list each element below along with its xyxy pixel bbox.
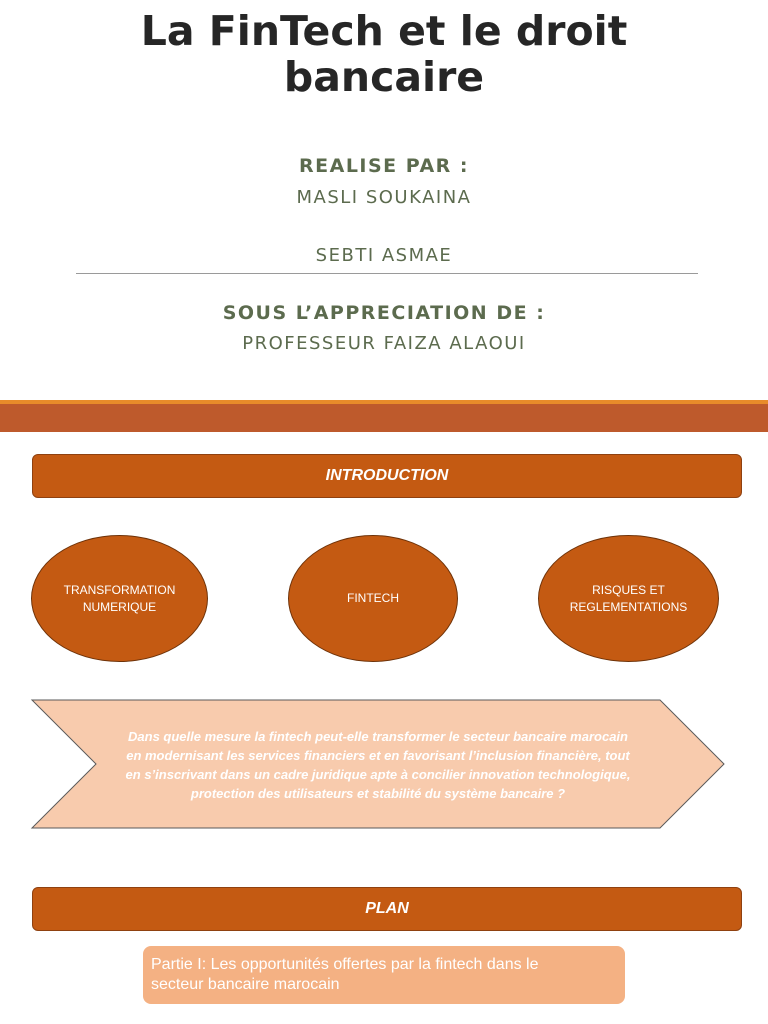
introduction-label: INTRODUCTION: [325, 467, 449, 484]
problem-line: Dans quelle mesure la fintech peut-elle transformer le secteur bancaire marocain: [128, 729, 628, 744]
appreciation-label: SOUS L’APPRECIATION DE :: [222, 302, 546, 324]
divider-line: [76, 273, 698, 274]
plan-label: PLAN: [365, 900, 409, 917]
plan-part-1: [143, 946, 625, 1004]
topic-line: TRANSFORMATION: [63, 582, 176, 597]
author-2: SEBTI ASMAE: [315, 245, 453, 266]
topic-oval-risques: [538, 535, 719, 662]
title-line-2: bancaire: [283, 53, 485, 101]
part-1-line-1: Partie I: Les opportunités offertes par la fintech dans le: [151, 956, 539, 973]
topic-line: RISQUES ET: [592, 582, 665, 597]
topic-line: FINTECH: [347, 591, 399, 605]
topic-oval-transformation: [31, 535, 208, 662]
realise-par-label: REALISE PAR :: [299, 155, 469, 177]
introduction-bar: [32, 454, 742, 498]
topic-line: NUMERIQUE: [82, 599, 157, 614]
page-title: [0, 8, 768, 100]
problem-line: en s’inscrivant dans un cadre juridique apte à concilier innovation technologique,: [125, 767, 631, 782]
topic-oval-fintech: [288, 535, 458, 662]
problem-line: protection des utilisateurs et stabilité du système bancaire ?: [190, 786, 566, 801]
author-1: MASLI SOUKAINA: [296, 187, 472, 208]
part-1-line-2: secteur bancaire marocain: [151, 976, 340, 993]
topic-line: REGLEMENTATIONS: [569, 599, 688, 614]
plan-bar: [32, 887, 742, 931]
problem-line: en modernisant les services financiers et en favorisant l’inclusion financière, tout: [126, 748, 630, 763]
section-band: [0, 404, 768, 432]
title-line-1: La FinTech et le droit: [140, 7, 628, 55]
problem-statement: [100, 727, 656, 803]
professor-name: PROFESSEUR FAIZA ALAOUI: [242, 333, 526, 354]
